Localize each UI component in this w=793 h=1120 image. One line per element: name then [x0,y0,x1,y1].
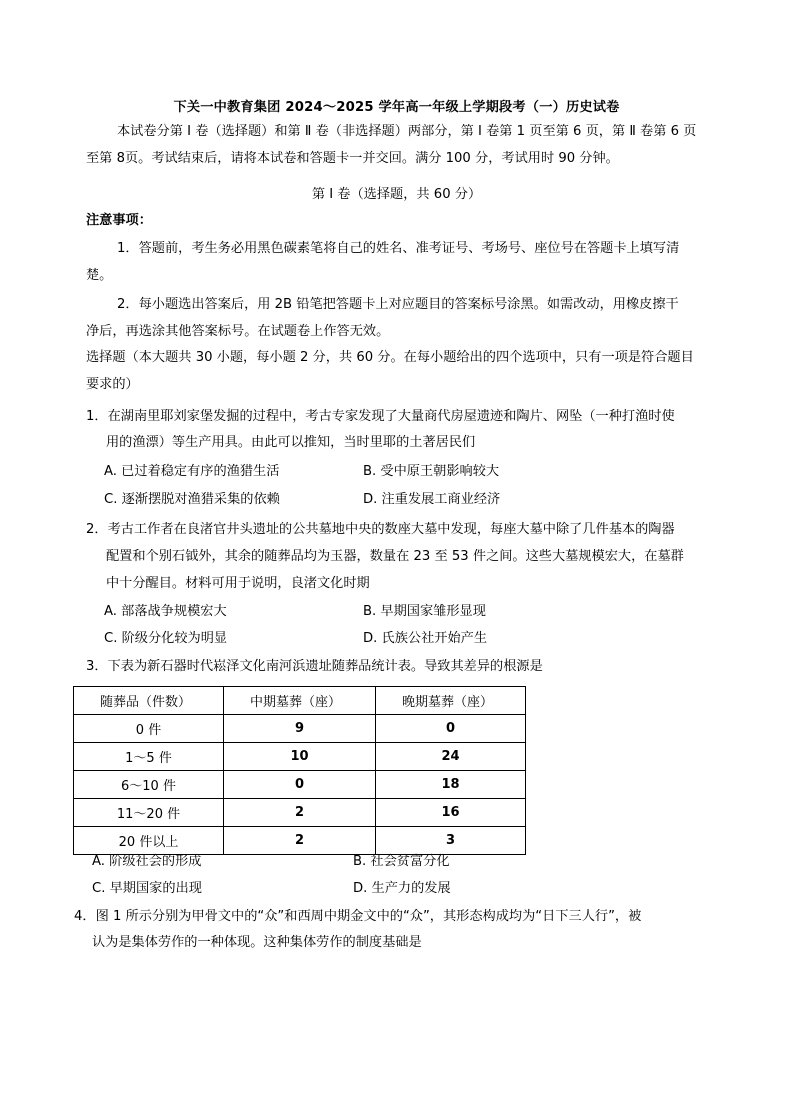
q2-stem-line-1: 2．考古工作者在良渚官井头遗址的公共墓地中央的数座大墓中发现，每座大墓中除了几件基本的陶器 [86,522,675,537]
table-cell: 24 [376,743,526,771]
q4-stem-line-1: 4．图 1 所示分别为甲骨文中的“众”和西周中期金文中的“众”，其形态构成均为“日下三人行”，被 [74,909,642,924]
intro-line-1: 本试卷分第 Ⅰ 卷（选择题）和第 Ⅱ 卷（非选择题）两部分，第 Ⅰ 卷第 1 页至第 6 页，第 Ⅱ 卷第 6 页 [117,124,697,139]
table-row [74,771,526,799]
q3-option-c: C. 早期国家的出现 [92,881,202,896]
table-cell: 0 件 [74,715,224,743]
q4-stem-line-2: 认为是集体劳作的一种体现。这种集体劳作的制度基础是 [92,935,422,950]
table-row [74,799,526,827]
notes-item-1-line-1: 1．答题前，考生务必用黑色碳素笔将自己的姓名、准考证号、考场号、座位号在答题卡上填写清 [117,241,680,256]
instructions-line-1: 选择题（本大题共 30 小题，每小题 2 分，共 60 分。在每小题给出的四个选项中，只有一项是符合题目 [86,350,694,365]
q2-stem-line-3: 中十分醒目。材料可用于说明，良渚文化时期 [106,576,370,591]
q3-stem-line-1: 3．下表为新石器时代崧泽文化南河浜遗址随葬品统计表。导致其差异的根源是 [86,659,543,674]
q2-option-d: D. 氏族公社开始产生 [363,631,488,646]
q3-option-b: B. 社会贫富分化 [353,854,450,869]
table-cell: 3 [376,827,526,855]
table-cell: 0 [376,715,526,743]
q1-stem-line-1: 1．在湖南里耶刘家堡发掘的过程中，考古专家发现了大量商代房屋遗迹和陶片、网坠（一种打渔时使 [86,409,675,424]
table-cell: 18 [376,771,526,799]
table-cell: 6～10 件 [74,771,224,799]
table-cell: 11～20 件 [74,799,224,827]
table-cell: 1～5 件 [74,743,224,771]
q1-option-c: C. 逐渐摆脱对渔猎采集的依赖 [104,492,280,507]
table-cell: 0 [224,771,376,799]
q1-option-d: D. 注重发展工商业经济 [363,492,501,507]
notes-item-1-line-2: 楚。 [86,268,113,283]
table-cell: 10 [224,743,376,771]
q2-option-b: B. 早期国家雏形显现 [363,604,486,619]
table-row [74,827,526,855]
table-header-cell: 晚期墓葬（座） [376,687,526,715]
q1-option-a: A. 已过着稳定有序的渔猎生活 [104,464,280,479]
intro-line-2: 至第 8页。考试结束后，请将本试卷和答题卡一并交回。满分 100 分，考试用时 90 分钟。 [86,151,619,166]
section-title: 第 Ⅰ 卷（选择题，共 60 分） [311,187,482,202]
notes-item-2-line-1: 2．每小题选出答案后，用 2B 铅笔把答题卡上对应题目的答案标号涂黑。如需改动，用橡皮擦干 [117,297,679,312]
q2-option-c: C. 阶级分化较为明显 [104,631,228,646]
table-row [74,743,526,771]
q1-stem-line-2: 用的渔漂）等生产用具。由此可以推知，当时里耶的土著居民们 [106,435,476,450]
table-header-row [74,687,526,715]
table-cell: 16 [376,799,526,827]
q2-option-a: A. 部落战争规模宏大 [104,604,227,619]
table-cell: 9 [224,715,376,743]
table-header-cell: 中期墓葬（座） [224,687,376,715]
burial-goods-table [73,686,526,855]
exam-title: 下关一中教育集团 2024～2025 学年高一年级上学期段考（一）历史试卷 [173,100,620,115]
notes-heading: 注意事项： [86,213,152,228]
q3-option-d: D. 生产力的发展 [353,881,451,896]
notes-item-2-line-2: 净后，再选涂其他答案标号。在试题卷上作答无效。 [86,324,390,339]
table-row [74,715,526,743]
instructions-line-2: 要求的） [86,377,139,392]
q3-option-a: A. 阶级社会的形成 [92,854,202,869]
q1-option-b: B. 受中原王朝影响较大 [363,464,500,479]
table-cell: 20 件以上 [74,827,224,855]
table-cell: 2 [224,827,376,855]
table-cell: 2 [224,799,376,827]
table-header-cell: 随葬品（件数） [74,687,224,715]
q2-stem-line-2: 配置和个别石钺外，其余的随葬品均为玉器，数量在 23 至 53 件之间。这些大墓规模宏大，在墓群 [106,549,684,564]
